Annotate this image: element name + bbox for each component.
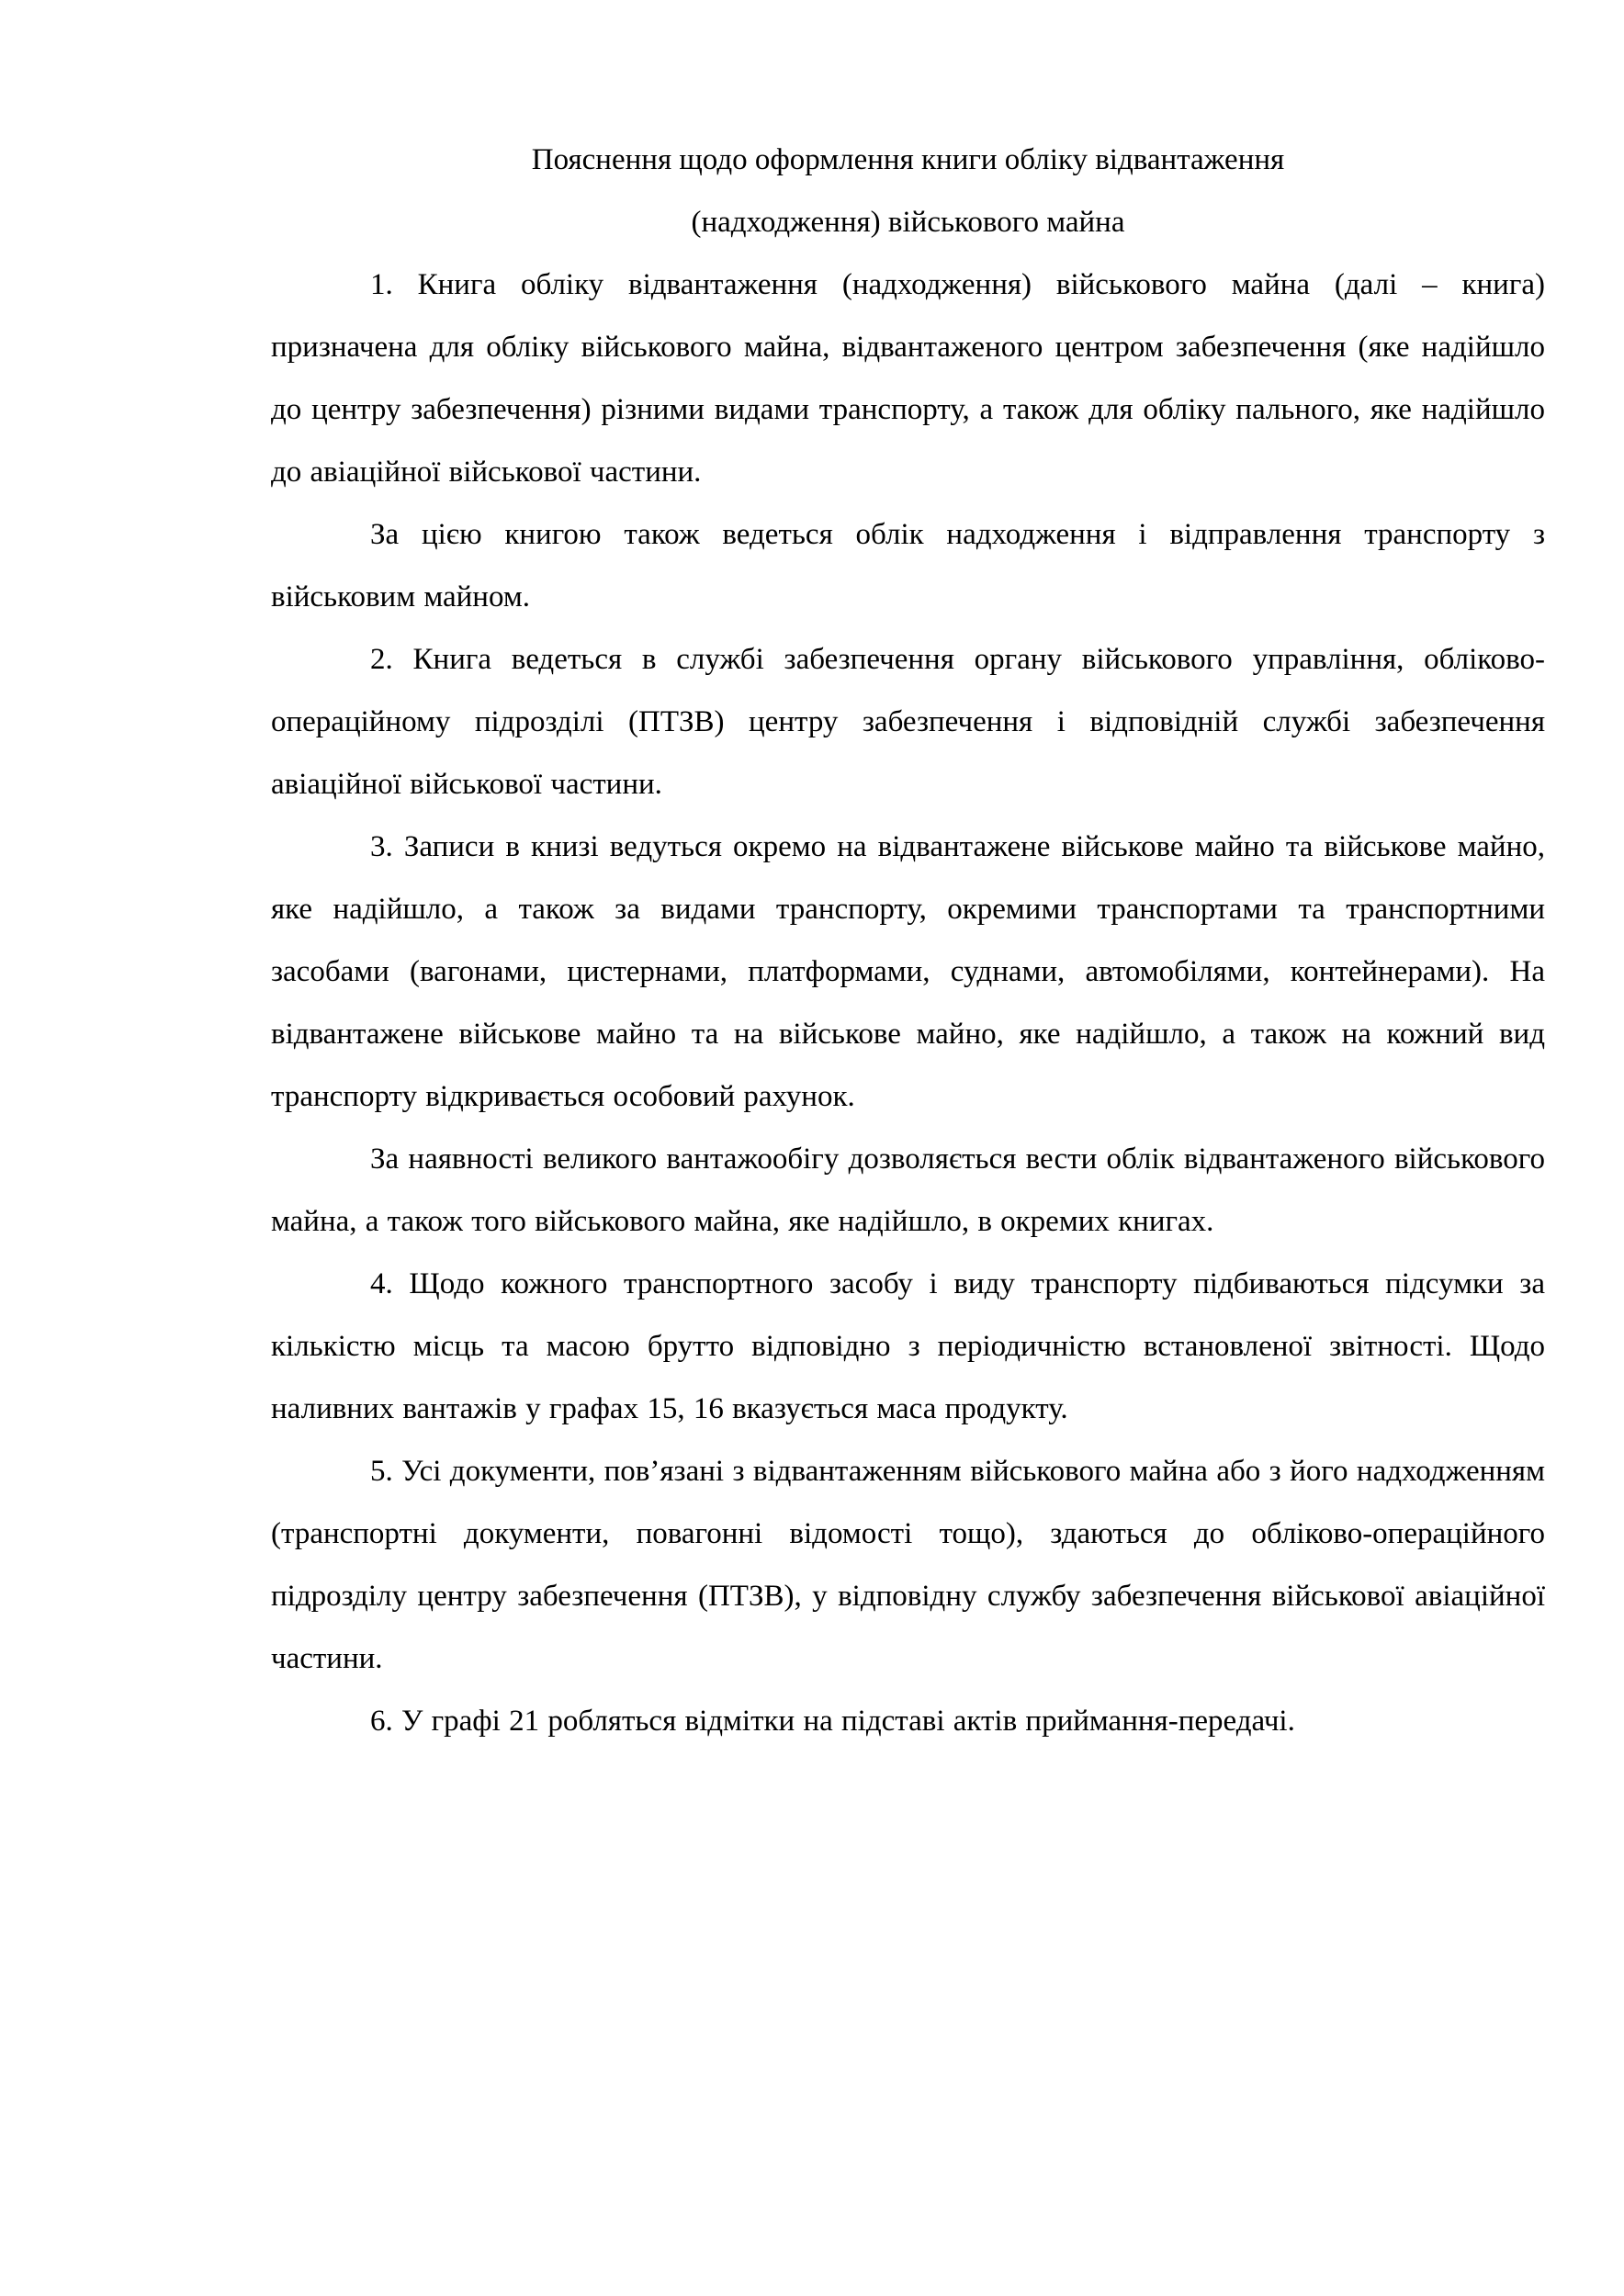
paragraph-3: 2. Книга ведеться в службі забезпечення органу військового управління, обліково-операційному підрозділі (ПТЗВ) центру забезпечення і відповідній службі забезпечення авіаційної військової частини. [271,643,1545,801]
paragraph-2: За цією книгою також ведеться облік надходження і відправлення транспорту з військовим майном. [271,518,1545,613]
title-line-2: (надходження) військового майна [691,206,1125,239]
paragraph-6: 4. Щодо кожного транспортного засобу і виду транспорту підбиваються підсумки за кількістю місць та масою брутто відповідно з періодичністю встановленої звітності. Щодо наливних вантажів у графах 15, 16 вказується маса продукту. [271,1267,1545,1425]
title-line-1: Пояснення щодо оформлення книги обліку відвантаження [531,143,1285,176]
paragraph-7: 5. Усі документи, пов’язані з відвантаженням військового майна або з його надходженням (транспортні документи, повагонні відомості тощо), здаються до обліково-операційного підрозділу центру забезпечення (ПТЗВ), у відповідну службу забезпечення військової авіаційної частини. [271,1455,1545,1675]
paragraph-4: 3. Записи в книзі ведуться окремо на відвантажене військове майно та військове майно, яке надійшло, а також за видами транспорту, окремими транспортами та транспортними засобами (вагонами, цистернами, платформами, суднами, автомобілями, контейнерами). На відвантажене військове майно та на військове майно, яке надійшло, а також на кожний вид транспорту відкривається особовий рахунок. [271,830,1545,1113]
document-body [271,253,1545,1752]
paragraph-8: 6. У графі 21 робляться відмітки на підставі актів приймання-передачі. [370,1705,1295,1738]
paragraph-1: 1. Книга обліку відвантаження (надходження) військового майна (далі – книга) призначена для обліку військового майна, відвантаженого центром забезпечення (яке надійшло до центру забезпечення) різними видами транспорту, а також для обліку пального, яке надійшло до авіаційної військової частини. [271,268,1545,489]
paragraph-5: За наявності великого вантажообігу дозволяється вести облік відвантаженого військового майна, а також того військового майна, яке надійшло, в окремих книгах. [271,1142,1545,1238]
document-title [271,129,1545,253]
